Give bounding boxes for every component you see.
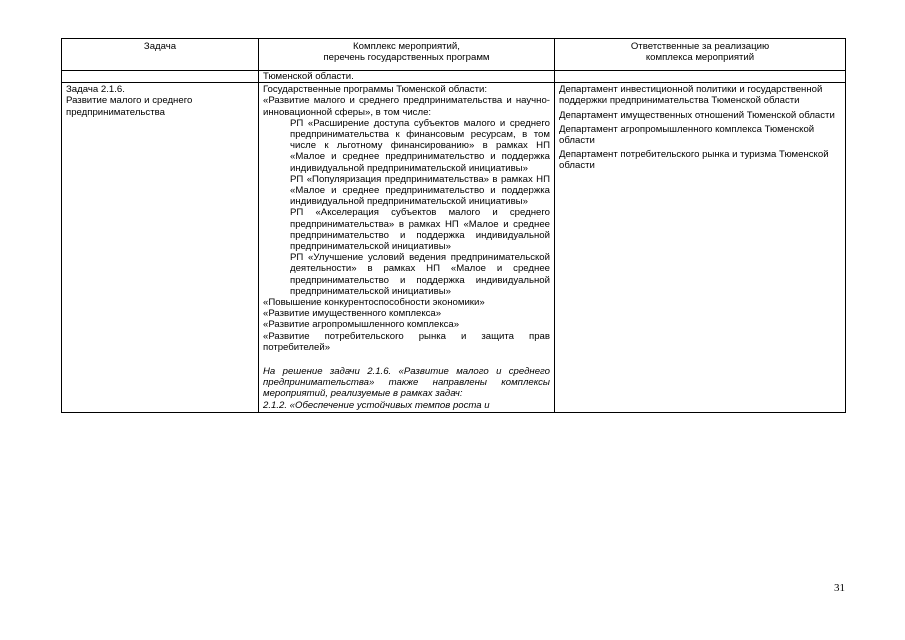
measures-table [61,38,846,413]
header-measures: Комплекс мероприятий, перечень государственных программ [259,39,555,71]
task-title: Развитие малого и среднего предпринимательства [66,95,193,118]
header-task: Задача [62,39,259,71]
note-text: На решение задачи 2.1.6. «Развитие малого и среднего предпринимательства» также направлены комплексы мероприятий, реализуемые в рамках задач: [263,366,550,400]
cell-task [62,83,259,413]
page-number: 31 [834,582,845,594]
header-responsible: Ответственные за реализацию комплекса мероприятий [555,39,846,71]
table-header-row [62,39,846,71]
other-program: «Развитие потребительского рынка и защита прав потребителей» [263,330,550,353]
table-row-continuation [62,71,846,83]
programs-intro: Государственные программы Тюменской области: [263,84,487,96]
cell-responsible [555,83,846,413]
cell-responsible-empty [555,71,846,83]
regional-project: РП «Акселерация субъектов малого и среднего предпринимательства» в рамках НП «Малое и среднее предпринимательство и поддержка индивидуальной предпринимательской инициативы» [290,207,550,253]
program-main: «Развитие малого и среднего предпринимательства и научно-инновационной сферы», в том числе: [263,95,550,118]
responsible-department: Департамент инвестиционной политики и государственной поддержки предпринимательства Тюменской области [559,84,823,107]
spacer [263,353,550,366]
responsible-department: Департамент агропромышленного комплекса Тюменской области [559,123,815,147]
task-number: Задача 2.1.6. [66,84,125,96]
cell-measures [259,83,555,413]
cell-measures-continuation: Тюменской области. [259,71,555,83]
other-program: «Повышение конкурентоспособности экономики» [263,297,485,309]
other-program: «Развитие имущественного комплекса» [263,308,442,320]
note-item: 2.1.2. «Обеспечение устойчивых темпов роста и [263,399,490,411]
other-program: «Развитие агропромышленного комплекса» [263,319,460,331]
regional-project: РП «Улучшение условий ведения предпринимательской деятельности» в рамках НП «Малое и среднее предпринимательство и поддержка индивидуальной предпринимательской инициативы» [290,252,550,297]
regional-project: РП «Популяризация предпринимательства» в рамках НП «Малое и среднее предпринимательство и поддержка индивидуальной предпринимательской инициативы» [290,173,550,208]
regional-project: РП «Расширение доступа субъектов малого и среднего предпринимательства к финансовым ресурсам, в том числе к льготному финансированию» в рамках НП «Малое и среднее предпринимательство и поддержка индивидуальной предпринимательской инициативы» [290,117,550,174]
cell-task-empty [62,71,259,83]
table-row-task-2-1-6 [62,83,846,413]
responsible-department: Департамент потребительского рынка и туризма Тюменской области [559,149,829,172]
responsible-department: Департамент имущественных отношений Тюменской области [559,109,835,121]
